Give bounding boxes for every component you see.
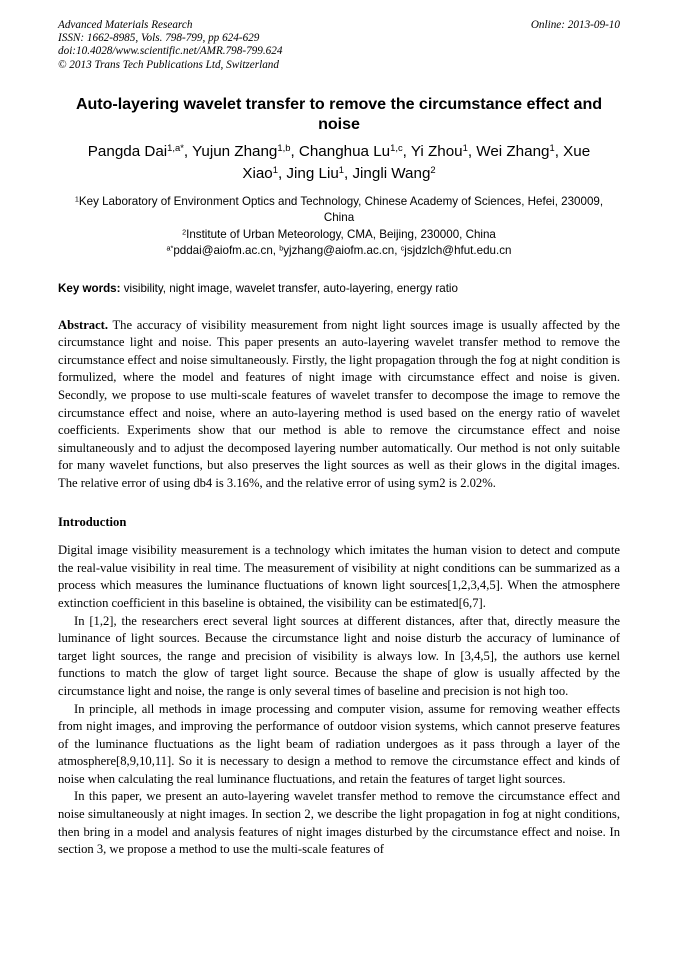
author-emails	[58, 243, 620, 259]
author-list	[58, 141, 620, 185]
page-title: Auto-layering wavelet transfer to remove the circumstance effect and noise	[75, 95, 603, 133]
abstract-label: Abstract.	[58, 317, 109, 332]
author-name: , Yujun Zhang	[183, 143, 278, 160]
author-name: , Changhua Lu	[290, 143, 391, 160]
author-name: , Jing Liu	[277, 165, 339, 182]
author-name: , Yi Zhou	[402, 143, 463, 160]
author-name: Pangda Dai	[87, 143, 168, 160]
abstract-text: The accuracy of visibility measurement from night light sources image is usually affected by the circumstance light and noise. This paper presents an auto-layering wavelet transfer method to remove the circumstance effect and noise simultaneously. Firstly, the light propagation through the fog at night condition is formulized, where the model and features of night image with circumstance effect and noise is given. Secondly, we propose to use multi-scale features of wavelet transfer to decompose the image to remove the circumstance effect and noise, where an auto-layering method is used based on the energy ratio of wavelet coefficients. Experiments show that our method is able to remove the circumstance effect and noise simultaneously and to adjust the decomposed layering number automatically. Our method is not only suitable for many wavelet functions, but also preserves the light sources as well as their glows in the digital images. The relative error of using db4 is 3.16%, and the relative error of using sym2 is 2.02%.	[58, 317, 620, 490]
email-marker: c	[400, 243, 405, 253]
email-address: pddai@aiofm.ac.cn,	[173, 244, 280, 258]
author-affiliation-marker: 1	[338, 164, 345, 176]
online-date: Online: 2013-09-10	[530, 19, 620, 31]
email-address: jsjdzlch@hfut.edu.cn	[404, 244, 512, 258]
affiliation-2	[58, 227, 620, 243]
intro-paragraph: In principle, all methods in image processing and computer vision, assume for removing weather effects from night images, and improving the performance of outdoor vision systems, which cannot preserve features of the luminance fluctuations as the light beam of radiation undergoes as it pass through a layer of the atmosphere[8,9,10,11]. So it is necessary to design a method to remove the circumstance effect and kinds of noise when calculating the real luminance fluctuations, and retain the features of target light sources.	[58, 701, 620, 786]
author-name: , Wei Zhang	[467, 143, 550, 160]
author-affiliation-marker: 1	[272, 164, 278, 176]
affiliation-marker: 1	[74, 194, 79, 204]
intro-paragraph: In this paper, we present an auto-layering wavelet transfer method to remove the circumstance effect and noise simultaneously at night images. In section 2, we describe the light propagation in fog at night conditions, then bring in a model and analysis features of night images disturbed by the circumstance effect and noise. In section 3, we propose a method to use the multi-scale features of	[58, 789, 620, 857]
intro-paragraph: Digital image visibility measurement is a technology which imitates the human vision to detect and compute the real-value visibility in real time. The measurement of visibility at night conditions can be summarized as a process which measures the luminance fluctuations of known light sources[1,2,3,4,5]. When the atmosphere extinction coefficient in this baseline is obtained, the visibility can be estimated[6,7].	[58, 543, 620, 610]
email-marker: b	[279, 243, 284, 253]
affiliation-block	[58, 194, 620, 260]
keywords-line	[58, 281, 620, 296]
affiliation-1	[58, 194, 620, 227]
author-affiliation-marker: 2	[430, 164, 436, 176]
abstract-paragraph	[58, 317, 620, 493]
journal-issn-line: ISSN: 1662-8985, Vols. 798-799, pp 624-629	[58, 32, 260, 45]
author-affiliation-marker: 1,c	[390, 142, 403, 154]
journal-name: Advanced Materials Research	[58, 19, 193, 31]
email-address: yjzhang@aiofm.ac.cn,	[283, 244, 401, 258]
journal-header	[58, 19, 620, 75]
author-affiliation-marker: 1	[549, 142, 555, 154]
author-affiliation-marker: 1,a*	[167, 142, 184, 154]
affiliation-text: Institute of Urban Meteorology, CMA, Beijing, 230000, China	[186, 227, 496, 241]
journal-copyright-line: © 2013 Trans Tech Publications Ltd, Switzerland	[58, 58, 279, 71]
affiliation-text: Key Laboratory of Environment Optics and Technology, Chinese Academy of Sciences, Hefei, 230009, China	[78, 195, 604, 225]
author-affiliation-marker: 1	[462, 142, 468, 154]
email-marker: a*	[166, 243, 174, 253]
keywords-value: visibility, night image, wavelet transfer, auto-layering, energy ratio	[120, 281, 458, 295]
author-name: Xue Xiao	[242, 143, 591, 182]
intro-paragraph: In [1,2], the researchers erect several light sources at different distances, after that, directly measure the luminance of light sources. Because the circumstance light and noise disturb the accuracy of luminance of target light sources, the range and precision of visibility is always low. In [3,4,5], the authors use kernel functions to match the glow of target light source. Because the shape of glow is usually affected by the circumstance light and noise, the range is only several times of baseline and precision is not high too.	[58, 613, 620, 698]
author-affiliation-marker: 1,b	[277, 142, 291, 154]
section-heading-introduction: Introduction	[58, 514, 127, 529]
journal-doi-line: doi:10.4028/www.scientific.net/AMR.798-799.624	[58, 45, 283, 58]
keywords-label: Key words:	[58, 281, 121, 295]
affiliation-marker: 2	[182, 227, 187, 237]
author-name: ,	[554, 143, 559, 160]
author-name: , Jingli Wang	[344, 165, 431, 182]
